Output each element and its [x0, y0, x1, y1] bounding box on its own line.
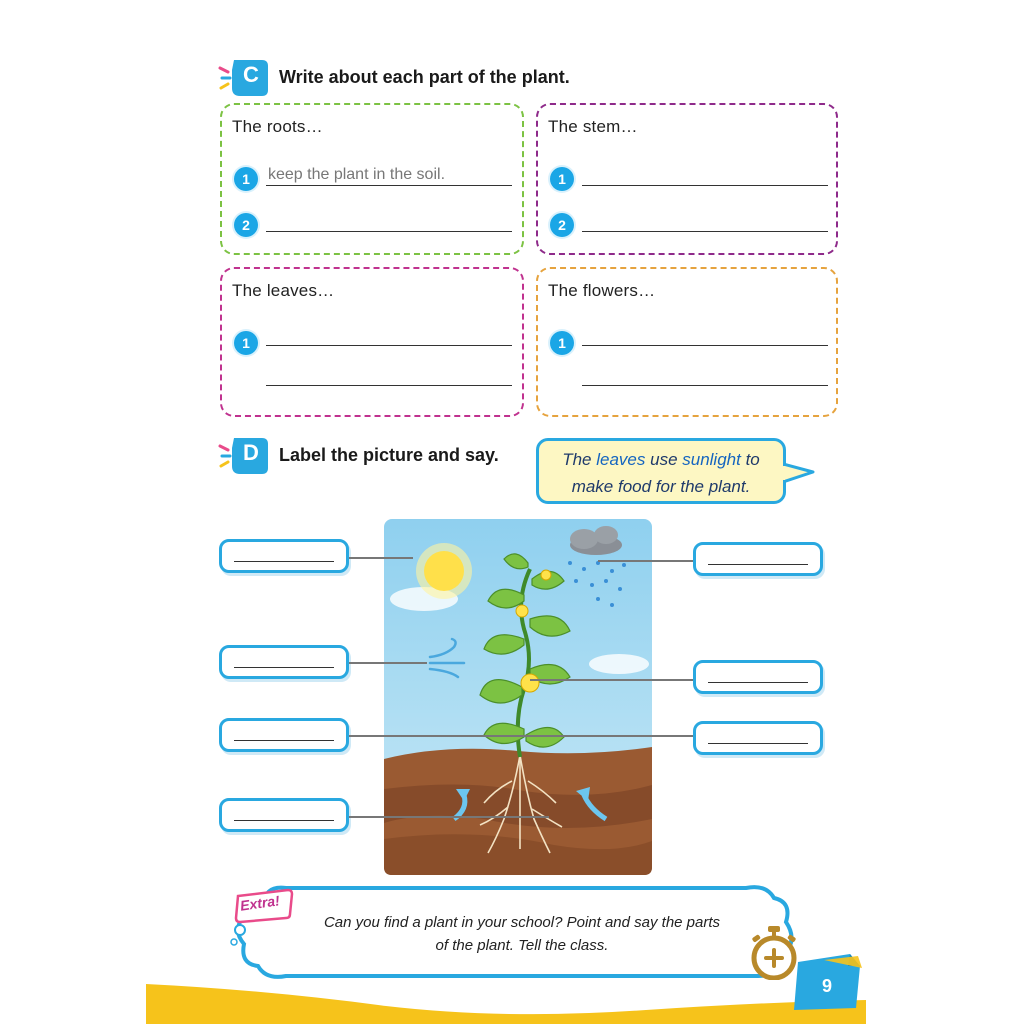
speech-line-2: make food for the plant.	[571, 477, 751, 496]
speech-bubble	[536, 438, 786, 504]
plant-illustration	[384, 519, 656, 879]
section-d-letter: D	[243, 440, 259, 465]
label-underline	[234, 740, 334, 741]
number-badge-2: 2	[234, 213, 258, 237]
stem-line-1[interactable]	[582, 185, 828, 186]
speech-highlight-sunlight: sunlight	[682, 450, 741, 469]
label-box-water[interactable]	[693, 542, 823, 576]
footer-wave	[146, 960, 866, 1024]
roots-box	[220, 103, 524, 255]
extra-badge-label: Extra!	[239, 892, 281, 914]
stem-line-2[interactable]	[582, 231, 828, 232]
stem-box	[536, 103, 838, 255]
label-underline	[708, 682, 808, 683]
extra-line-1: Can you find a plant in your school? Point and say the parts	[323, 914, 721, 931]
section-c-letter: C	[243, 62, 259, 87]
connector-line	[349, 662, 427, 664]
leaves-line-1[interactable]	[266, 345, 512, 346]
speech-text: to	[740, 450, 760, 469]
flowers-line-1[interactable]	[582, 345, 828, 346]
page-number: 9	[822, 976, 833, 996]
roots-title: The roots…	[232, 117, 323, 136]
number-badge-2: 2	[550, 213, 574, 237]
speech-tail	[783, 462, 817, 486]
extra-line-2: of the plant. Tell the class.	[435, 937, 609, 954]
connector-line	[349, 816, 549, 818]
number-badge-1: 1	[234, 167, 258, 191]
speech-highlight-leaves: leaves	[596, 450, 646, 469]
sun-icon	[416, 543, 472, 599]
number-badge-1: 1	[550, 331, 574, 355]
leaves-line-2[interactable]	[266, 385, 512, 386]
connector-line	[349, 735, 693, 737]
label-underline	[234, 561, 334, 562]
label-underline	[234, 820, 334, 821]
label-underline	[234, 667, 334, 668]
connector-line	[530, 679, 693, 681]
speech-line-1	[539, 450, 783, 470]
label-box-sun[interactable]	[219, 539, 349, 573]
label-underline	[708, 743, 808, 744]
section-d-title: Label the picture and say.	[279, 445, 499, 465]
stem-title: The stem…	[548, 117, 638, 136]
label-box-stem[interactable]	[693, 721, 823, 755]
number-badge-1: 1	[550, 167, 574, 191]
roots-line-1[interactable]	[266, 185, 512, 186]
connector-line	[598, 560, 693, 562]
flowers-box	[536, 267, 838, 417]
section-c-title: Write about each part of the plant.	[279, 67, 570, 87]
label-box-air[interactable]	[219, 645, 349, 679]
roots-line-2[interactable]	[266, 231, 512, 232]
roots-answer-1: keep the plant in the soil.	[268, 166, 446, 183]
leaves-title: The leaves…	[232, 281, 335, 300]
flowers-title: The flowers…	[548, 281, 656, 300]
label-box-leaf[interactable]	[219, 718, 349, 752]
connector-line	[349, 557, 413, 559]
flowers-line-2[interactable]	[582, 385, 828, 386]
leaves-box	[220, 267, 524, 417]
speech-text: use	[645, 450, 683, 469]
label-underline	[708, 564, 808, 565]
label-box-roots[interactable]	[219, 798, 349, 832]
label-box-flower[interactable]	[693, 660, 823, 694]
speech-text: The	[562, 450, 597, 469]
number-badge-1: 1	[234, 331, 258, 355]
